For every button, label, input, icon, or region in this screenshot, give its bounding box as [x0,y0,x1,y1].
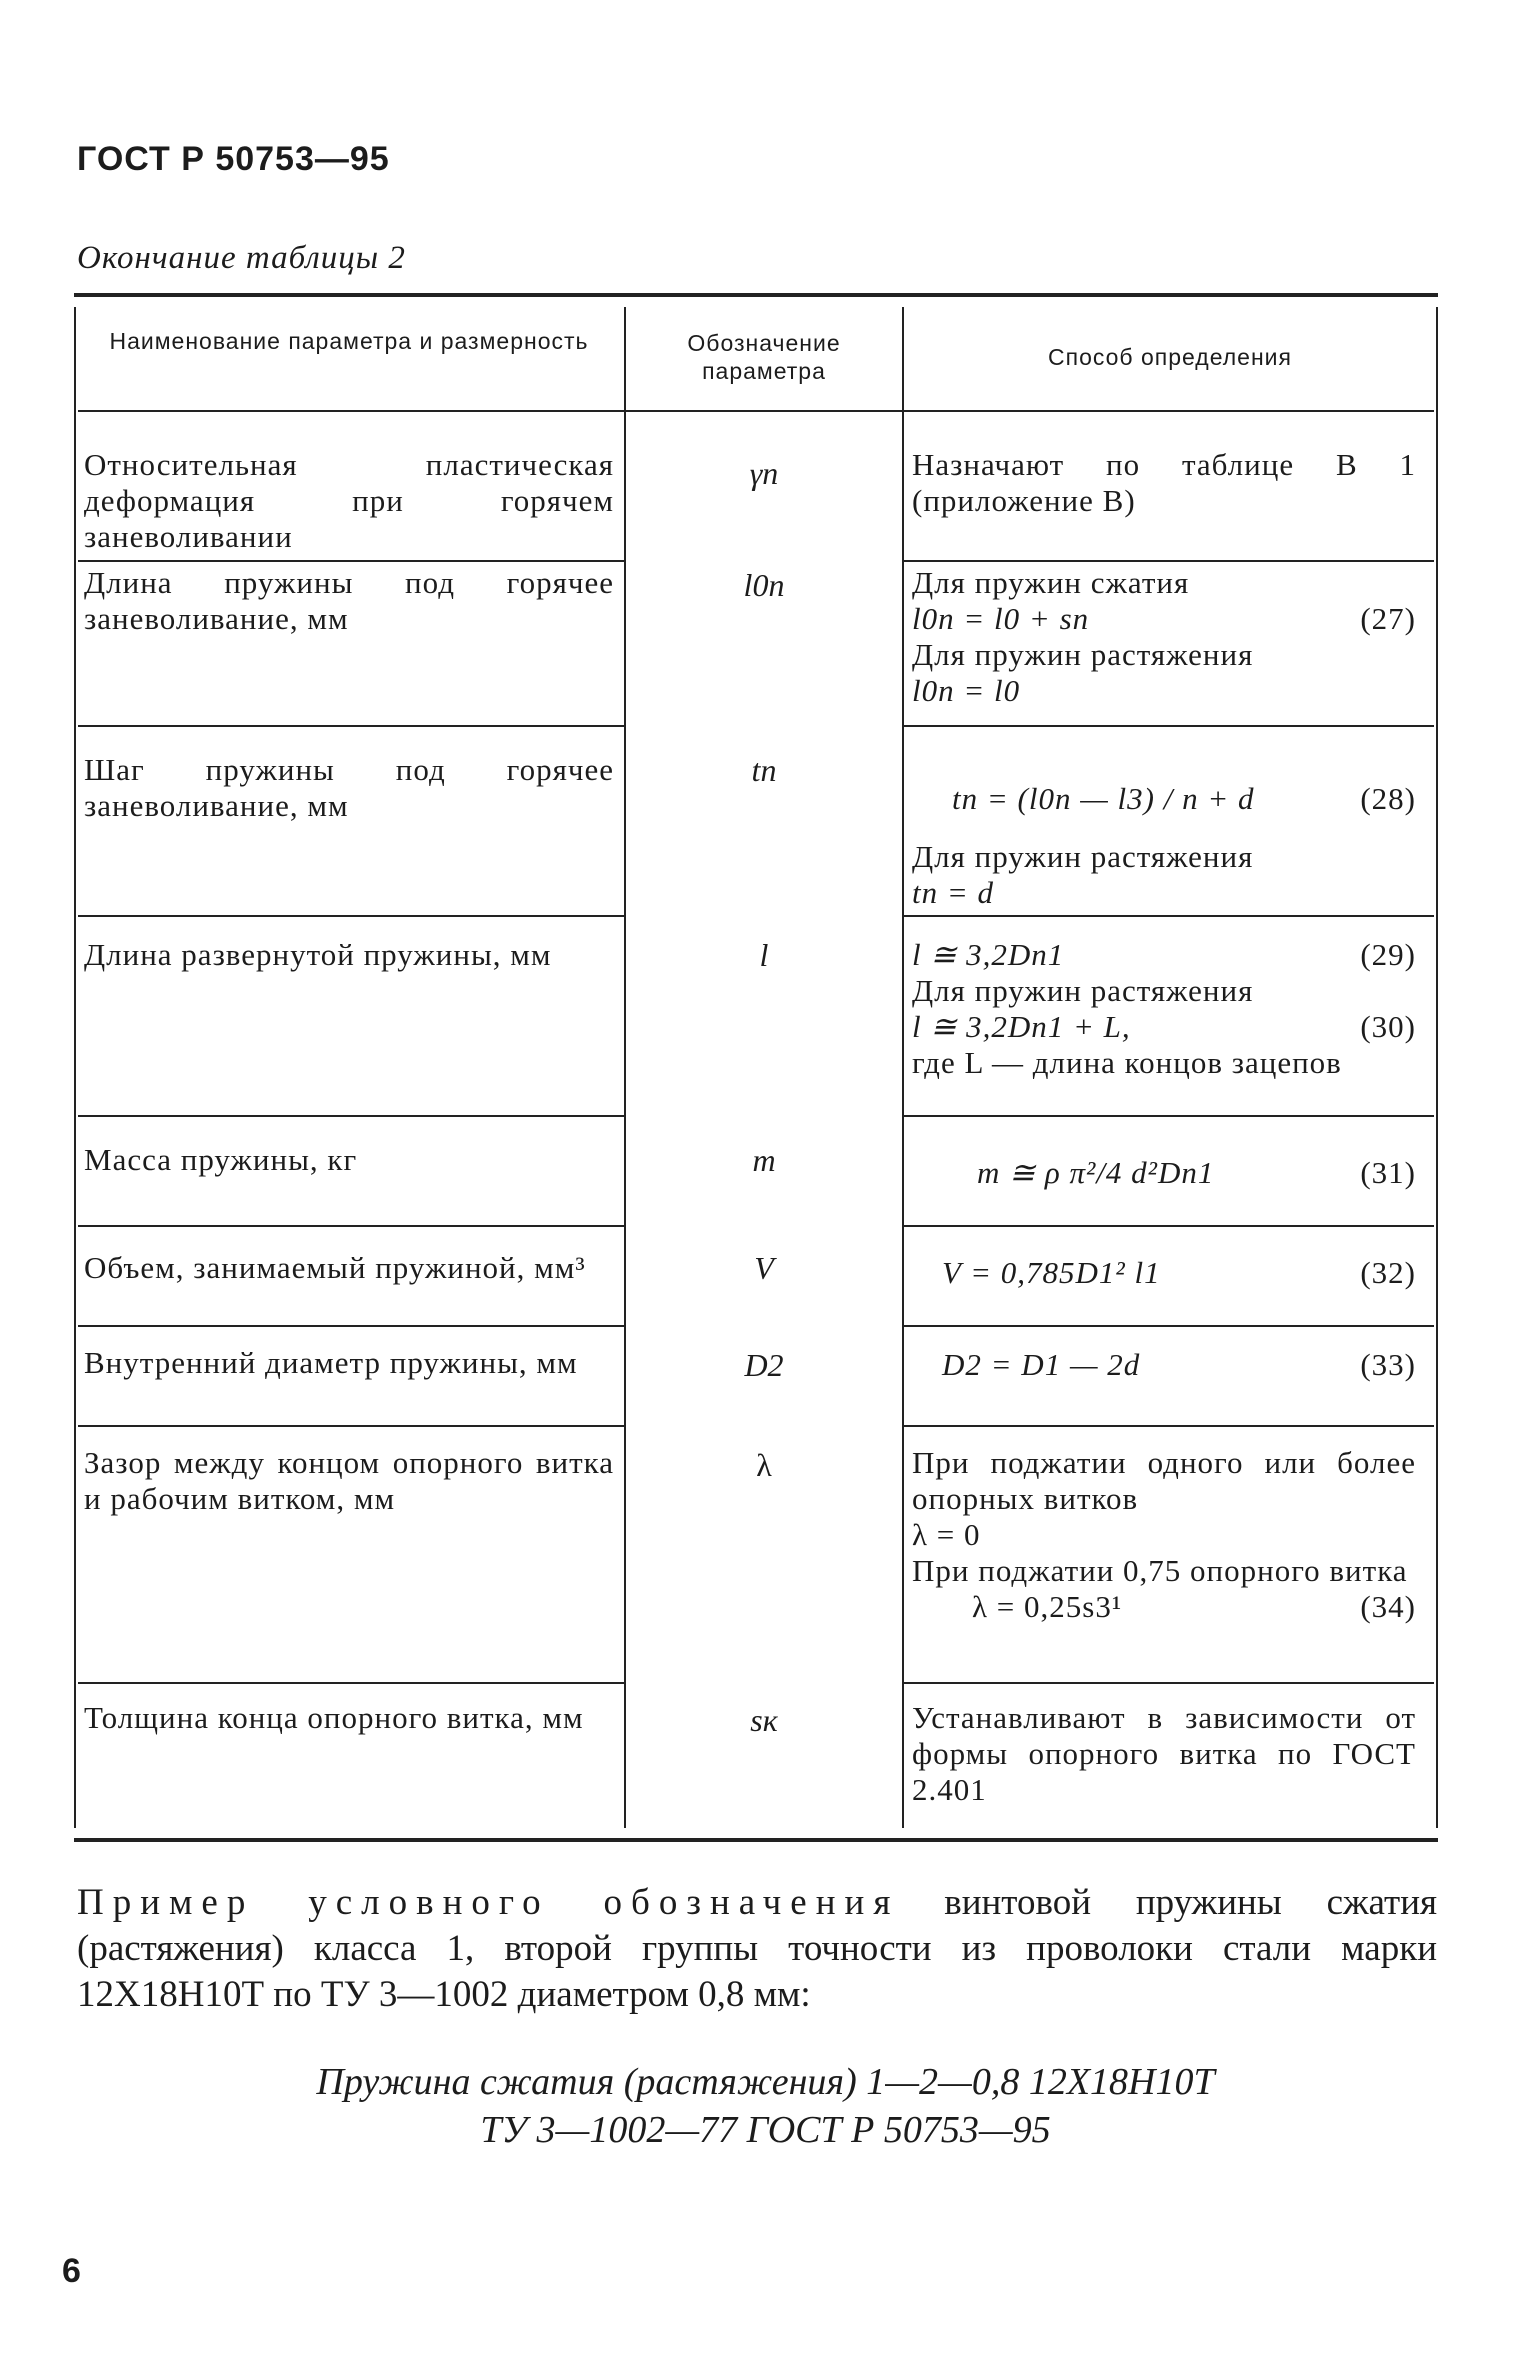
formula-row [912,1155,1416,1191]
row-1-name: Относительная пластическая деформация при горячем заневоливании [84,447,614,554]
formula: D2 = D1 — 2d [942,1347,1141,1382]
row-8-method [912,1445,1416,1625]
formula-row [912,1255,1416,1291]
formula: λ = 0 [912,1517,981,1552]
row-9-name: Толщина конца опорного витка, мм [84,1700,584,1735]
column-header-name: Наименование параметра и размерность [109,328,589,354]
formula: V = 0,785D1² l1 [942,1255,1161,1290]
row-7-method [912,1347,1416,1383]
row-9-symbol: sк [750,1702,778,1738]
row-8-symbol: λ [756,1447,772,1483]
designation-example [77,1880,1437,2018]
formula: l0п = l0 [912,673,1021,708]
row-8-method-line: При поджатии 0,75 опорного витка [912,1553,1408,1588]
formula-row [912,1589,1416,1625]
column-divider-1 [624,307,626,1828]
example-lead: Пример условного обозначения [77,1882,900,1923]
example-text: винтовой пружины сжатия (растяжения) класса 1, второй группы точности из проволоки стали марки 12Х18Н10Т по ТУ 3—1002 диаметром 0,8 мм: [77,1882,1438,2015]
formula: l ≅ 3,2Dn1 + L, [912,1009,1131,1044]
row-4-symbol: l [759,937,769,973]
row-divider [902,725,1434,727]
row-2-method [912,565,1416,709]
row-6-method [912,1255,1416,1291]
row-divider [902,915,1434,917]
row-divider [78,1115,624,1117]
row-6-name: Объем, занимаемый пружиной, мм³ [84,1250,586,1285]
row-3-method-line: Для пружин растяжения [912,839,1254,874]
formula: m ≅ ρ π²/4 d²Dn1 [977,1155,1215,1190]
row-1-symbol: γп [749,455,779,491]
row-9-method-text: Устанавливают в зависимости от формы опорного витка по ГОСТ 2.401 [912,1700,1416,1807]
row-4-method [912,937,1416,1081]
row-divider [78,725,624,727]
row-divider [78,1325,624,1327]
formula: λ = 0,25s3¹ [972,1589,1123,1624]
table-continuation-caption: Окончание таблицы 2 [77,240,406,276]
row-7-symbol: D2 [744,1347,784,1383]
table-border-right [1436,307,1438,1828]
row-2-name: Длина пружины под горячее заневоливание, мм [84,565,614,636]
formula-number: (28) [1360,781,1416,816]
header-divider [78,410,1434,412]
row-7-name: Внутренний диаметр пружины, мм [84,1345,578,1380]
row-divider [78,1225,624,1227]
formula-number: (31) [1360,1155,1416,1190]
column-header-symbol: Обозначение параметра [687,330,841,384]
row-3-symbol: tп [751,752,777,788]
row-5-method [912,1155,1416,1191]
row-divider [78,915,624,917]
row-4-method-line: Для пружин растяжения [912,973,1254,1008]
formula-number: (32) [1360,1255,1416,1290]
row-2-symbol: l0п [743,567,785,603]
formula: l0п = l0 + sп [912,601,1090,636]
formula-number: (34) [1360,1589,1416,1624]
row-divider [902,1225,1434,1227]
formula-number: (33) [1360,1347,1416,1382]
formula-number: (27) [1360,601,1416,636]
row-divider [902,560,1434,562]
formula-row [912,1347,1416,1383]
column-divider-2 [902,307,904,1828]
row-4-name: Длина развернутой пружины, мм [84,937,552,972]
document-header: ГОСТ Р 50753—95 [77,140,390,178]
row-2-method-line: Для пружин растяжения [912,637,1254,672]
column-header-method: Способ определения [1048,344,1292,370]
row-divider [902,1682,1434,1684]
example-designation-line-2: ТУ 3—1002—77 ГОСТ Р 50753—95 [480,2109,1051,2151]
formula-row [912,759,1416,839]
row-5-name: Масса пружины, кг [84,1142,358,1177]
formula-number: (30) [1360,1009,1416,1044]
row-2-method-line: Для пружин сжатия [912,565,1190,600]
example-designation-line-1: Пружина сжатия (растяжения) 1—2—0,8 12Х18Н10Т [316,2061,1215,2103]
formula: tп = d [912,875,995,910]
row-5-symbol: m [752,1142,776,1178]
row-1-method [912,447,1416,519]
row-divider [78,1682,624,1684]
row-4-method-line: где L — длина концов зацепов [912,1045,1342,1080]
row-3-name: Шаг пружины под горячее заневоливание, мм [84,752,614,823]
parameters-table [74,293,1438,1842]
row-divider [902,1425,1434,1427]
formula-number: (29) [1360,937,1416,972]
row-8-method-line: При поджатии одного или более опорных витков [912,1445,1416,1516]
formula-row [912,601,1416,637]
formula: l ≅ 3,2Dn1 [912,937,1065,972]
row-divider [78,1425,624,1427]
formula: tп = (l0п — l3) / n + d [952,781,1255,816]
row-divider [902,1325,1434,1327]
row-divider [902,1115,1434,1117]
row-3-method [912,759,1416,911]
page-number: 6 [62,2252,81,2290]
row-8-name: Зазор между концом опорного витка и рабочим витком, мм [84,1445,614,1516]
row-9-method [912,1700,1416,1808]
row-1-method-text: Назначают по таблице В 1 (приложение В) [912,447,1416,518]
formula-row [912,1009,1416,1045]
row-divider [78,560,624,562]
formula-row [912,937,1416,973]
table-border-left [74,307,76,1828]
row-6-symbol: V [754,1250,774,1286]
